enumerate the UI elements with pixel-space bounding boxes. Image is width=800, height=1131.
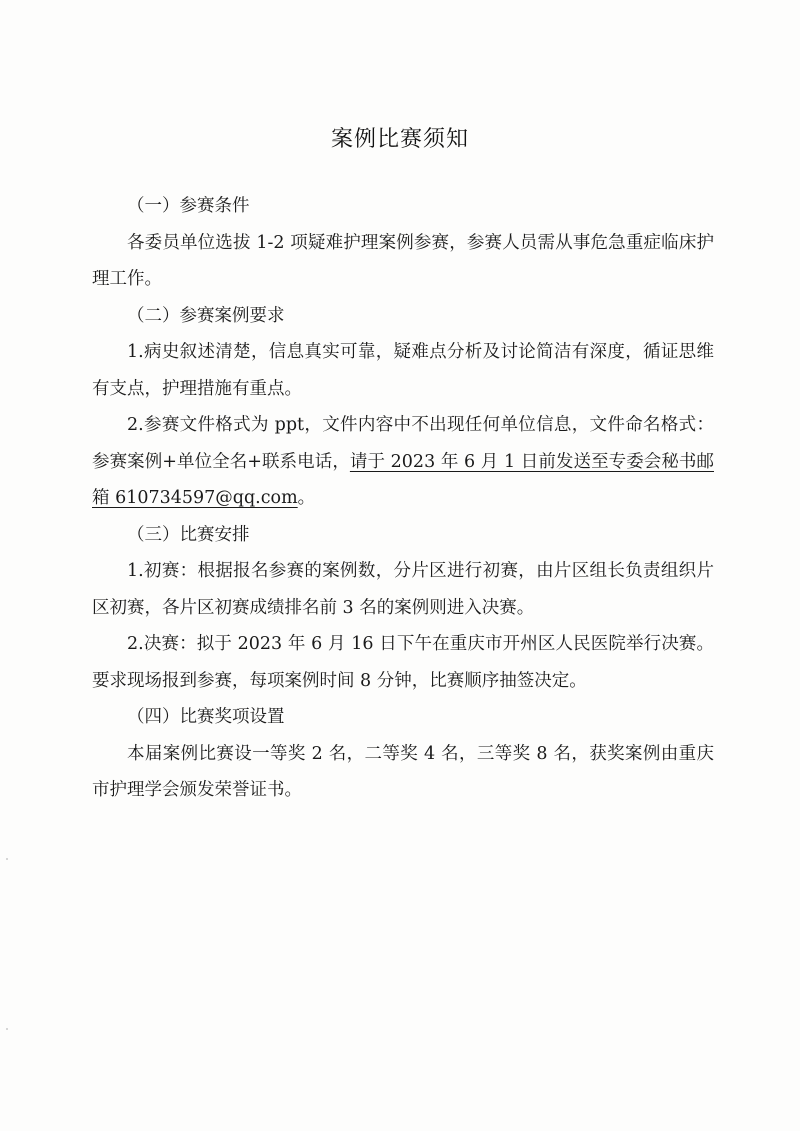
paragraph-requirement-1: 1.病史叙述清楚，信息真实可靠，疑难点分析及讨论简洁有深度，循证思维有支点，护理措施有重点。 (92, 342, 714, 399)
paragraph-requirement-2 (92, 407, 714, 517)
document-title: 案例比赛须知 (330, 127, 469, 152)
paragraph-final: 2.决赛：拟于 2023 年 6 月 16 日下午在重庆市开州区人民医院举行决赛。要求现场报到参赛，每项案例时间 8 分钟，比赛顺序抽签决定。 (92, 634, 714, 691)
scan-speck (6, 1028, 8, 1030)
paragraph-awards: 本届案例比赛设一等奖 2 名，二等奖 4 名，三等奖 8 名，获奖案例由重庆市护理学会颁发荣誉证书。 (92, 743, 714, 800)
section-heading-schedule: （三）比赛安排 (127, 524, 250, 545)
paragraph-conditions: 各委员单位选拔 1-2 项疑难护理案例参赛，参赛人员需从事危急重症临床护理工作。 (92, 232, 714, 289)
section-heading-requirements: （二）参赛案例要求 (127, 305, 285, 326)
section-heading-conditions: （一）参赛条件 (127, 196, 250, 216)
requirement-2-text: 2.参赛文件格式为 ppt，文件内容中不出现任何单位信息，文件命名格式：参赛案例+单位全名+联系电话， (92, 415, 714, 472)
submission-deadline-email: 请于 2023 年 6 月 1 日前发送至专委会秘书邮箱 610734597@qq.com (92, 451, 714, 508)
scan-speck (6, 858, 8, 860)
document-body (92, 188, 714, 809)
requirement-2-end: 。 (297, 488, 316, 508)
section-heading-awards: （四）比赛奖项设置 (127, 707, 285, 727)
paragraph-preliminary: 1.初赛：根据报名参赛的案例数，分片区进行初赛，由片区组长负责组织片区初赛，各片区初赛成绩排名前 3 名的案例则进入决赛。 (92, 561, 714, 618)
